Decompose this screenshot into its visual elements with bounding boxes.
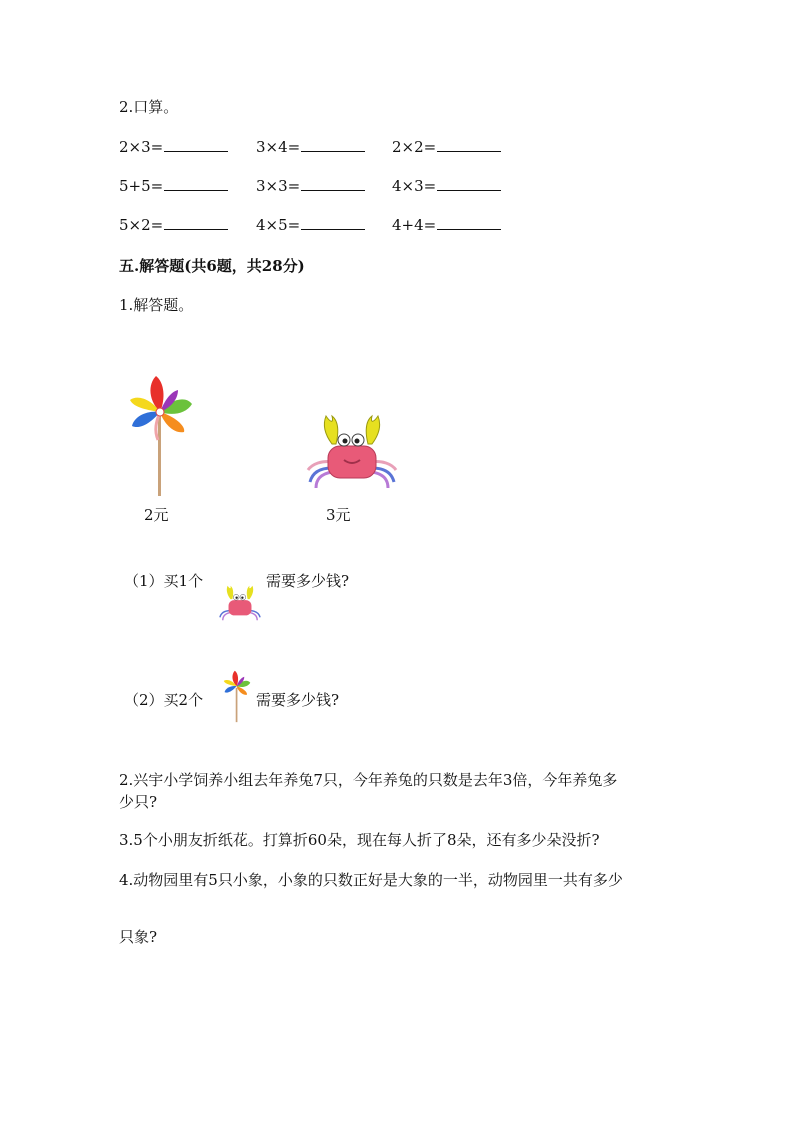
oral-item	[392, 176, 501, 196]
expression: 5+5=	[119, 177, 164, 195]
answer-blank[interactable]	[437, 137, 501, 152]
oral-item	[256, 137, 365, 157]
expression: 4×5=	[256, 216, 301, 234]
oral-item	[256, 176, 365, 196]
expression: 4×3=	[392, 177, 437, 195]
pinwheel-price: 2元	[144, 506, 169, 524]
question-2-line-2: 少只?	[119, 793, 158, 811]
pinwheel-icon	[222, 668, 252, 724]
pinwheel-icon	[126, 372, 196, 498]
answer-blank[interactable]	[301, 176, 365, 191]
sub-question-2-suffix: 需要多少钱?	[256, 691, 340, 709]
answer-blank[interactable]	[301, 137, 365, 152]
answer-blank[interactable]	[164, 137, 228, 152]
sub-question-2-prefix: （2）买2个	[124, 691, 204, 709]
sub-question-1-suffix: 需要多少钱?	[266, 572, 350, 590]
expression: 2×3=	[119, 138, 164, 156]
question-title: 1.解答题。	[119, 296, 194, 314]
answer-blank[interactable]	[437, 215, 501, 230]
expression: 4+4=	[392, 216, 437, 234]
oral-item	[392, 137, 501, 157]
expression: 2×2=	[392, 138, 437, 156]
oral-heading: 2.口算。	[119, 98, 179, 116]
section-heading: 五.解答题(共6题，共28分)	[119, 257, 305, 275]
question-4-line-2: 只象?	[119, 928, 158, 946]
question-4-line-1: 4.动物园里有5只小象，小象的只数正好是大象的一半，动物园里一共有多少	[119, 871, 623, 889]
crab-price: 3元	[326, 506, 351, 524]
answer-blank[interactable]	[437, 176, 501, 191]
answer-blank[interactable]	[301, 215, 365, 230]
oral-item	[256, 215, 365, 235]
oral-item	[119, 176, 228, 196]
oral-item	[119, 137, 228, 157]
answer-blank[interactable]	[164, 215, 228, 230]
expression: 5×2=	[119, 216, 164, 234]
oral-item	[392, 215, 501, 235]
answer-blank[interactable]	[164, 176, 228, 191]
question-2-line-1: 2.兴宇小学饲养小组去年养兔7只，今年养兔的只数是去年3倍，今年养兔多	[119, 771, 618, 789]
expression: 3×3=	[256, 177, 301, 195]
crab-icon	[218, 583, 262, 623]
oral-item	[119, 215, 228, 235]
question-3: 3.5个小朋友折纸花。打算折60朵，现在每人折了8朵，还有多少朵没折?	[119, 831, 600, 849]
sub-question-1-prefix: （1）买1个	[124, 572, 204, 590]
crab-icon	[306, 412, 398, 492]
expression: 3×4=	[256, 138, 301, 156]
